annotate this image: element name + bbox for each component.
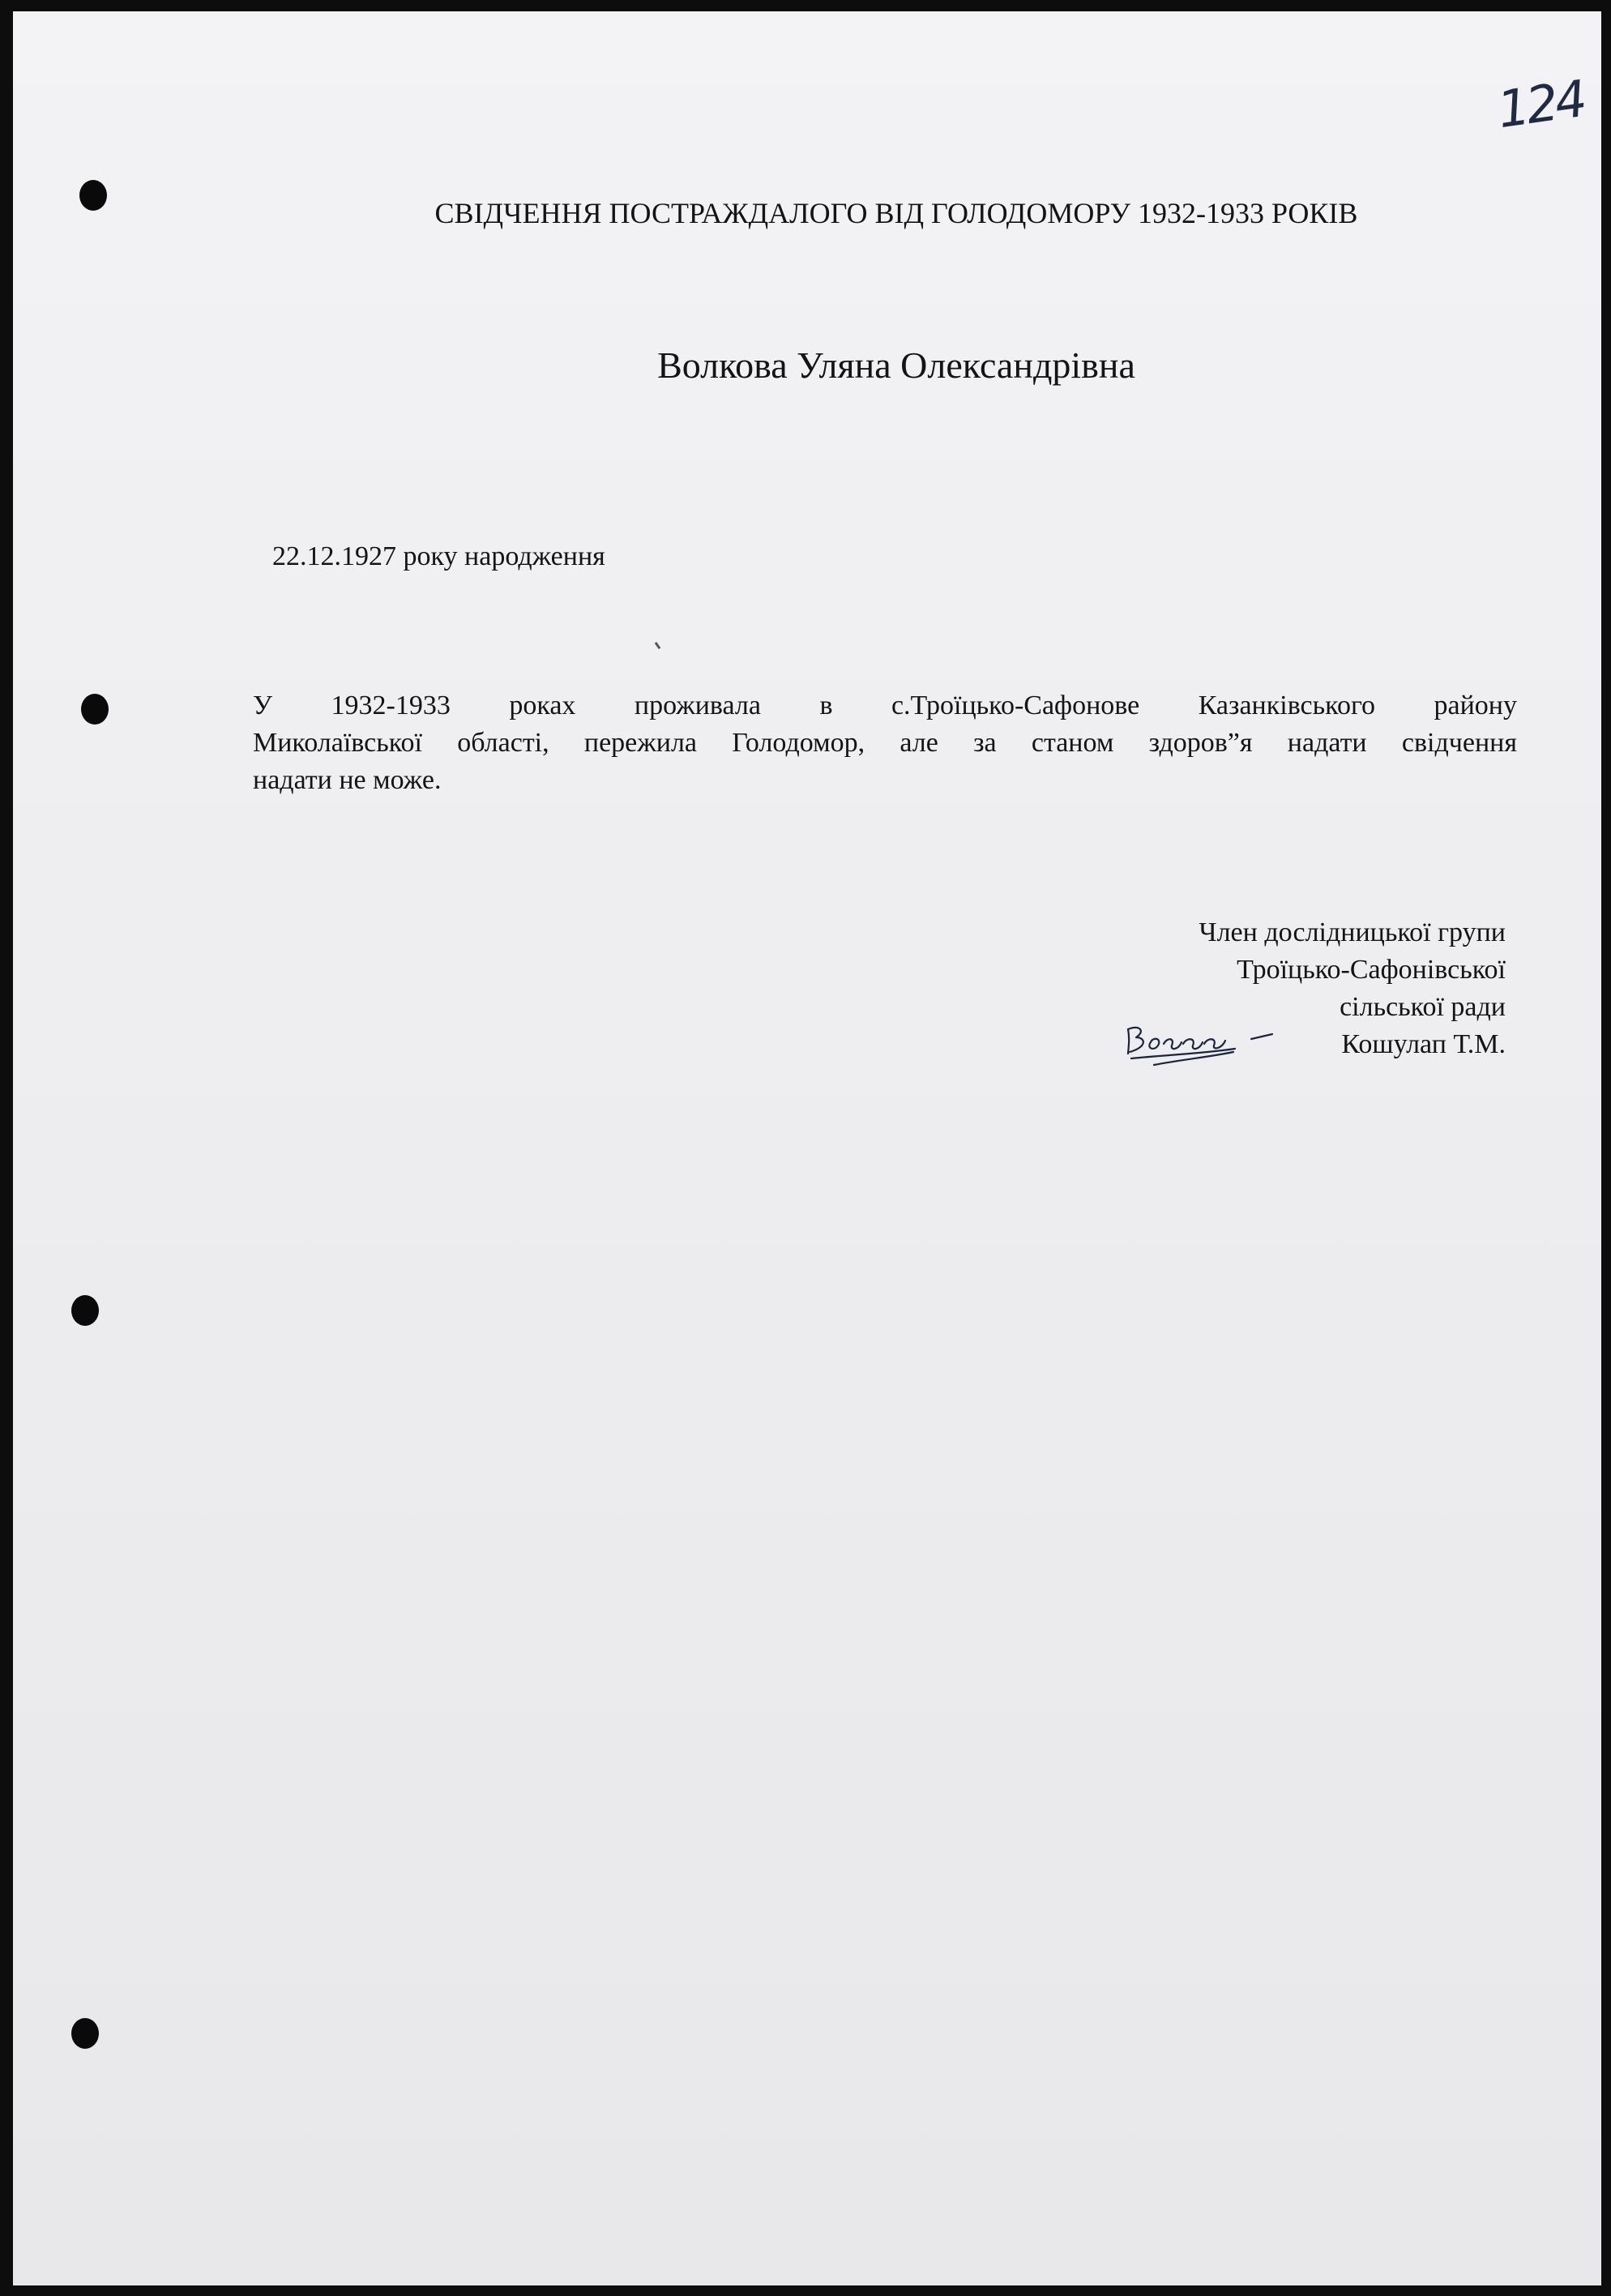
punch-hole — [71, 1295, 99, 1326]
paper-speck — [655, 642, 661, 649]
punch-hole — [71, 2018, 99, 2049]
birth-date-line: 22.12.1927 року народження — [272, 541, 605, 571]
testimony-line: надати не може. — [253, 765, 442, 795]
signer-name: Кошулап Т.М. — [1341, 1029, 1506, 1059]
person-name: Волкова Уляна Олександрівна — [657, 344, 1135, 386]
archive-page-number: 124 — [1493, 68, 1587, 140]
testimony-text — [253, 687, 1517, 799]
signer-council-line: Троїцько-Сафонівської — [1237, 955, 1506, 985]
document-title: СВІДЧЕННЯ ПОСТРАЖДАЛОГО ВІД ГОЛОДОМОРУ 1932-1933 РОКІВ — [434, 197, 1358, 229]
testimony-line: У 1932-1933 роках проживала в с.Троїцько-Сафонове Казанківського району — [253, 691, 1517, 720]
testimony-line: Миколаївської області, пережила Голодомор, але за станом здоров”я надати свідчення — [253, 728, 1517, 758]
punch-hole — [81, 694, 109, 725]
punch-hole — [79, 180, 107, 211]
handwritten-signature — [1122, 1013, 1284, 1070]
document-page — [13, 11, 1601, 2285]
signer-role-line: Член дослідницької групи — [1199, 917, 1506, 947]
signer-council-line: сільської ради — [1340, 992, 1506, 1022]
